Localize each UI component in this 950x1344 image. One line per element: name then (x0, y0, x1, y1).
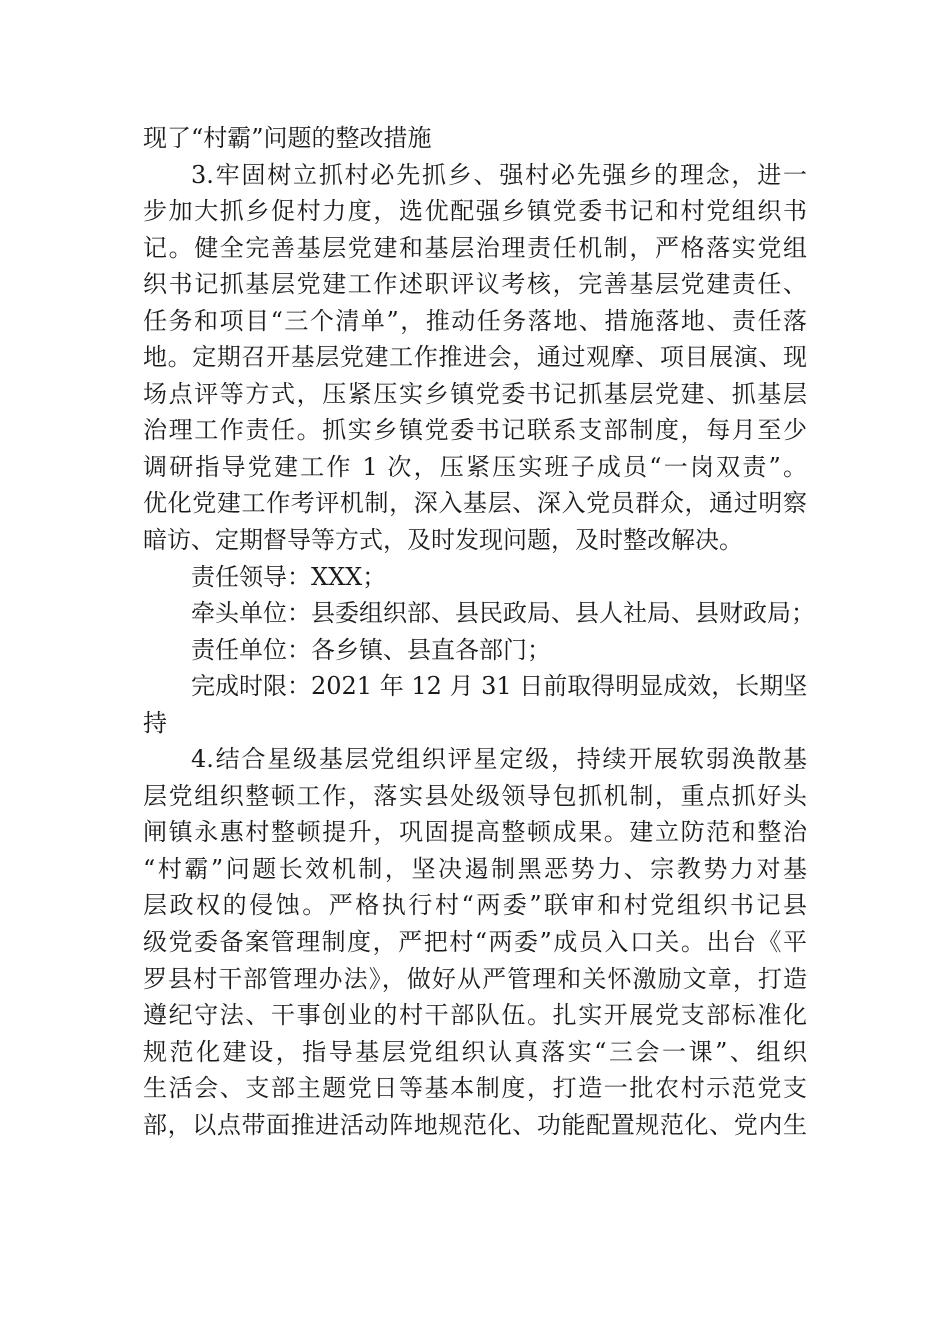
text-line: 层政权的侵蚀。严格执行村“两委”联审和村党组织书记县 (143, 891, 807, 920)
text-line: 场点评等方式，压紧压实乡镇党委书记抓基层党建、抓基层 (143, 379, 807, 408)
document-body (143, 120, 815, 1143)
text-line: 记。健全完善基层党建和基层治理责任机制，严格落实党组 (143, 233, 807, 262)
text-line: 遵纪守法、干事创业的村干部队伍。扎实开展党支部标准化 (143, 1001, 807, 1030)
text-line: 级党委备案管理制度，严把村“两委”成员入口关。出台《平 (143, 928, 807, 957)
text-line: 织书记抓基层党建工作述职评议考核，完善基层党建责任、 (143, 270, 807, 299)
text-line: 生活会、支部主题党日等基本制度，打造一批农村示范党支 (143, 1074, 807, 1103)
text-line: 暗访、定期督导等方式，及时发现问题，及时整改解决。 (143, 526, 743, 555)
text-line: 持 (143, 708, 167, 737)
text-line: 完成时限：2021 年 12 月 31 日前取得明显成效，长期坚 (191, 672, 808, 701)
text-line: 地。定期召开基层党建工作推进会，通过观摩、项目展演、现 (143, 343, 807, 372)
text-line: 层党组织整顿工作，落实县处级领导包抓机制，重点抓好头 (143, 781, 807, 810)
text-line: 3.牢固树立抓村必先抓乡、强村必先强乡的理念，进一 (191, 160, 807, 189)
text-line: 调研指导党建工作 1 次，压紧压实班子成员“一岗双责”。 (143, 452, 807, 481)
text-line: 治理工作责任。抓实乡镇党委书记联系支部制度，每月至少 (143, 416, 807, 445)
text-line: 牵头单位：县委组织部、县民政局、县人社局、县财政局； (191, 599, 815, 628)
text-line: 规范化建设，指导基层党组织认真落实“三会一课”、组织 (143, 1037, 807, 1066)
text-line: 闸镇永惠村整顿提升，巩固提高整顿成果。建立防范和整治 (143, 818, 807, 847)
text-line: 责任领导：XXX； (191, 562, 387, 591)
text-line: 4.结合星级基层党组织评星定级，持续开展软弱涣散基 (191, 745, 807, 774)
text-line: 现了“村霸”问题的整改措施 (143, 124, 432, 152)
text-line: 部，以点带面推进活动阵地规范化、功能配置规范化、党内生 (143, 1110, 807, 1139)
text-line: 任务和项目“三个清单”，推动任务落地、措施落地、责任落 (143, 306, 807, 335)
text-line: “村霸”问题长效机制，坚决遏制黑恶势力、宗教势力对基 (143, 854, 807, 883)
text-line: 罗县村干部管理办法》，做好从严管理和关怀激励文章，打造 (143, 964, 807, 993)
text-line: 责任单位：各乡镇、县直各部门； (191, 635, 551, 664)
text-line: 步加大抓乡促村力度，选优配强乡镇党委书记和村党组织书 (143, 197, 807, 226)
text-line: 优化党建工作考评机制，深入基层、深入党员群众，通过明察 (143, 489, 807, 518)
